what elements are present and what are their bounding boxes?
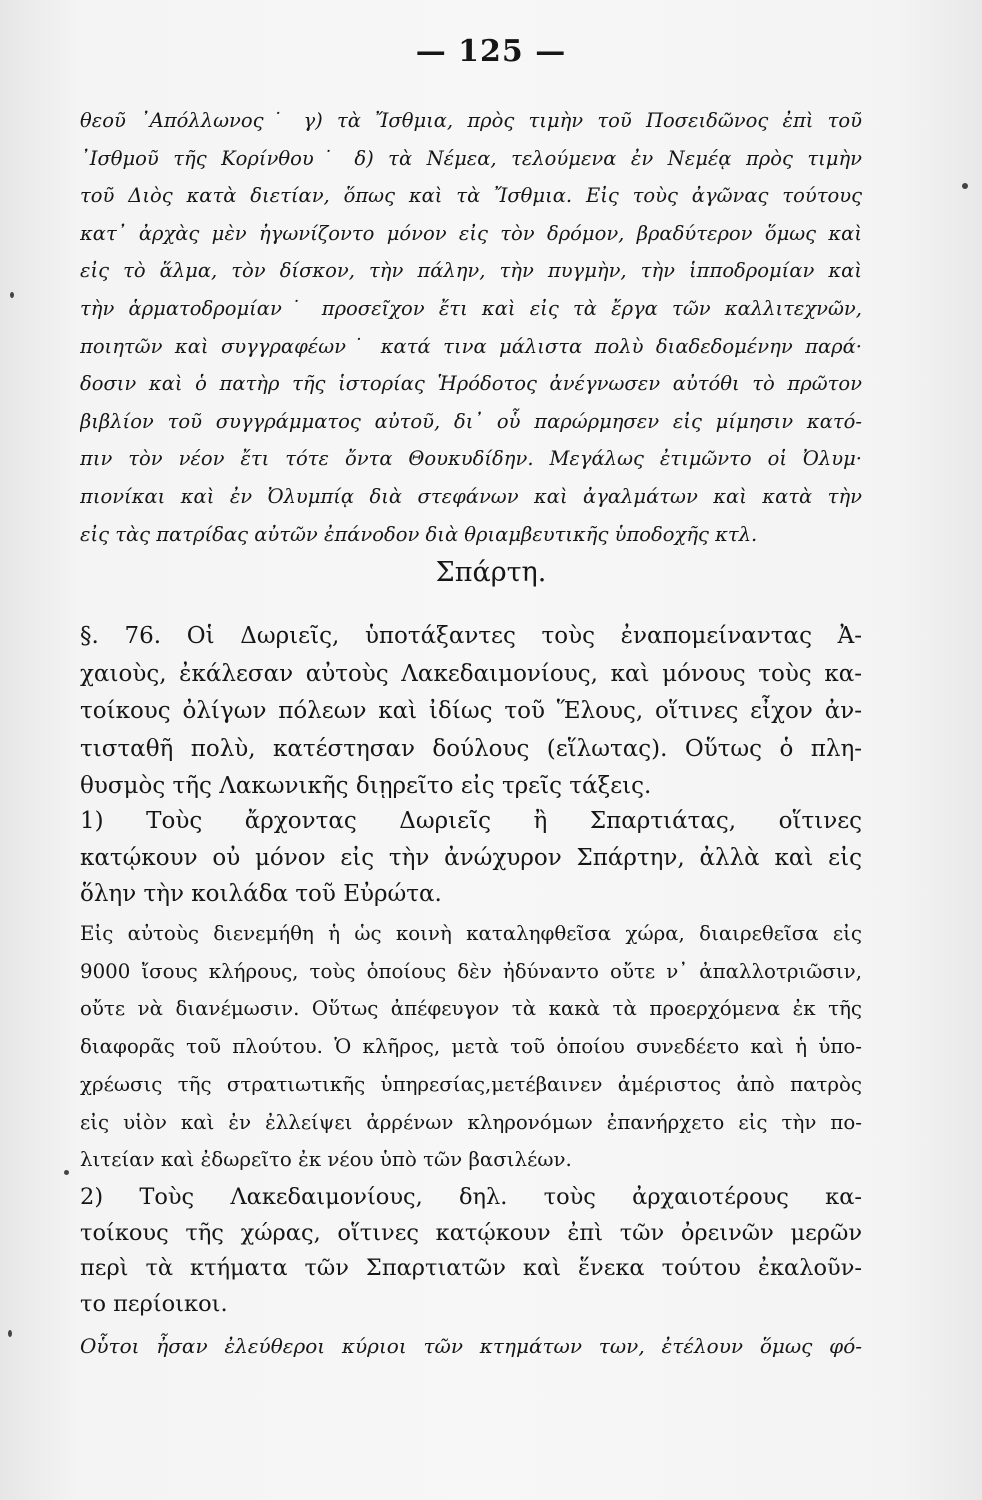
text-line: τοῦ Διὸς κατὰ διετίαν, ὅπως καὶ τὰ Ἴσθμια. Εἰς τοὺς ἀγῶνας τούτους — [80, 184, 862, 208]
text-line: εἰς τὸ ἅλμα, τὸν δίσκον, τὴν πάλην, τὴν πυγμὴν, τὴν ἱπποδρομίαν καὶ — [80, 259, 862, 283]
closing-paragraph — [80, 1328, 862, 1364]
text-line: Εἰς αὐτοὺς διενεμήθη ἡ ὡς κοινὴ καταληφθεῖσα χώρα, διαιρεθεῖσα εἰς — [80, 922, 862, 945]
text-line: λιτείαν καὶ ἐδωρεῖτο ἐκ νέου ὑπὸ τῶν βασιλέων. — [80, 1148, 572, 1172]
text-line: τοίκους ὀλίγων πόλεων καὶ ἰδίως τοῦ Ἕλους, οἵτινες εἶχον ἀν- — [80, 698, 862, 725]
text-line: χαιοὺς, ἐκάλεσαν αὐτοὺς Λακεδαιμονίους, καὶ μόνους τοὺς κα- — [80, 660, 862, 687]
text-line: τοίκους τῆς χώρας, οἵτινες κατῴκουν ἐπὶ τῶν ὀρεινῶν μερῶν — [80, 1219, 862, 1246]
intro-paragraph — [80, 102, 862, 553]
text-line: πιν τὸν νέον ἔτι τότε ὄντα Θουκυδίδην. Μεγάλως ἐτιμῶντο οἱ Ὀλυμ· — [80, 447, 862, 471]
text-line: θυσμὸς τῆς Λακωνικῆς διῃρεῖτο εἰς τρεῖς τάξεις. — [80, 773, 652, 800]
item-1-paragraph — [80, 803, 862, 913]
text-line: το περίοικοι. — [80, 1290, 228, 1317]
text-line: ᾿Ισθμοῦ τῆς Κορίνθου˙ δ) τὰ Νέμεα, τελούμενα ἐν Νεμέᾳ πρὸς τιμὴν — [80, 146, 862, 170]
text-line: §. 76. Οἱ Δωριεῖς, ὑποτάξαντες τοὺς ἐναπομείναντας Ἀ- — [80, 623, 862, 649]
margin-speck — [64, 1170, 69, 1175]
section-76-paragraph — [80, 618, 862, 806]
text-line: τισταθῆ πολὺ, κατέστησαν δούλους (εἵλωτας). Οὕτως ὁ πλη- — [80, 735, 862, 762]
text-line: θεοῦ ᾿Απόλλωνος˙ γ) τὰ Ἴσθμια, πρὸς τιμὴν τοῦ Ποσειδῶνος ἐπὶ τοῦ — [80, 109, 862, 132]
text-line: χρέωσις τῆς στρατιωτικῆς ὑπηρεσίας,μετέβαινεν ἀμέριστος ἀπὸ πατρὸς — [80, 1072, 862, 1096]
text-line: εἰς τὰς πατρίδας αὐτῶν ἐπάνοδον διὰ θριαμβευτικῆς ὑποδοχῆς κτλ. — [80, 522, 758, 546]
margin-speck — [962, 183, 968, 189]
section-heading: Σπάρτη. — [435, 557, 547, 588]
text-line: δοσιν καὶ ὁ πατὴρ τῆς ἱστορίας Ἡρόδοτος ἀνέγνωσεν αὐτόθι τὸ πρῶτον — [80, 372, 862, 396]
item-2-paragraph — [80, 1180, 862, 1322]
text-line: 1) Τοὺς ἄρχοντας Δωριεῖς ἢ Σπαρτιάτας, οἵτινες — [80, 808, 862, 834]
text-line: Οὗτοι ἦσαν ἐλεύθεροι κύριοι τῶν κτημάτων των, ἐτέλουν ὅμως φό- — [80, 1334, 862, 1358]
text-line: ποιητῶν καὶ συγγραφέων˙ κατά τινα μάλιστα πολὺ διαδεδομένην παρά· — [80, 334, 862, 358]
text-line: 9000 ἴσους κλήρους, τοὺς ὁποίους δὲν ἠδύναντο οὔτε ν᾿ ἀπαλλοτριῶσιν, — [80, 959, 862, 983]
text-line: πιονίκαι καὶ ἐν Ὀλυμπίᾳ διὰ στεφάνων καὶ ἀγαλμάτων καὶ κατὰ τὴν — [80, 484, 862, 508]
text-line: διαφορᾶς τοῦ πλούτου. Ὁ κλῆρος, μετὰ τοῦ ὁποίου συνεδέετο καὶ ἡ ὑπο- — [80, 1035, 862, 1059]
text-line: βιβλίον τοῦ συγγράμματος αὐτοῦ, δι᾿ οὗ παρώρμησεν εἰς μίμησιν κατό- — [80, 409, 862, 433]
text-line: 2) Τοὺς Λακεδαιμονίους, δηλ. τοὺς ἀρχαιοτέρους κα- — [80, 1184, 862, 1210]
margin-speck — [8, 1330, 12, 1337]
text-line: κατῴκουν οὐ μόνον εἰς τὴν ἀνώχυρον Σπάρτην, ἀλλὰ καὶ εἰς — [80, 844, 862, 871]
margin-speck — [10, 292, 14, 298]
item-1-detail-paragraph — [80, 915, 862, 1179]
text-line: κατ᾿ ἀρχὰς μὲν ἠγωνίζοντο μόνον εἰς τὸν δρόμον, βραδύτερον ὅμως καὶ — [80, 221, 862, 245]
text-line: οὔτε νὰ διανέμωσιν. Οὕτως ἀπέφευγον τὰ κακὰ τὰ προερχόμενα ἐκ τῆς — [80, 997, 862, 1021]
text-line: εἰς υἱὸν καὶ ἐν ἐλλείψει ἀρρένων κληρονόμων ἐπανήρχετο εἰς τὴν πο- — [80, 1110, 862, 1134]
text-line: τὴν ἁρματοδρομίαν˙ προσεῖχον ἔτι καὶ εἰς τὰ ἔργα τῶν καλλιτεχνῶν, — [80, 296, 862, 320]
text-line: περὶ τὰ κτήματα τῶν Σπαρτιατῶν καὶ ἕνεκα τούτου ἐκαλοῦν- — [80, 1255, 862, 1281]
page-number: — 125 — — [415, 34, 567, 69]
text-line: ὅλην τὴν κοιλάδα τοῦ Εὐρώτα. — [80, 881, 442, 907]
